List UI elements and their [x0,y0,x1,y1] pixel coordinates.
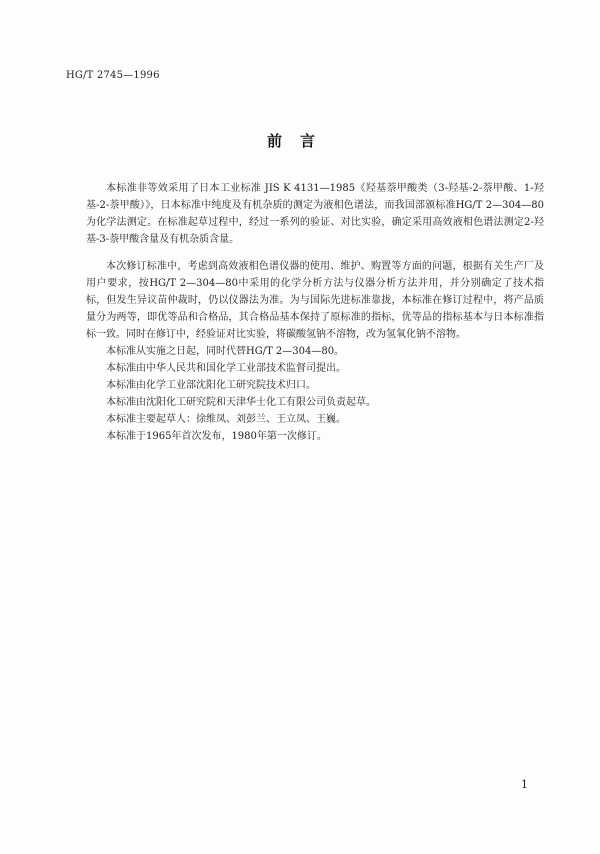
paragraph-proposed-by: 本标准由中华人民共和国化学工业部技术监督司提出。 [106,363,346,374]
paragraph-replaces: 本标准从实施之日起，同时代替HG/T 2—304—80。 [106,346,345,357]
paragraph-drafters: 本标准主要起草人：徐维凤、刘彭兰、王立凤、王巍。 [106,414,346,425]
standard-code: HG/T 2745—1996 [66,70,160,81]
paragraph-centralized-by: 本标准由化学工业部沈阳化工研究院技术归口。 [106,380,316,391]
paragraph-adoption: 本标准非等效采用了日本工业标准 JIS K 4131—1985《羟基萘甲酸类（3-羟基-2-萘甲酸、1-羟基-2-萘甲酸）》，日本标准中纯度及有机杂质的测定为液相色谱法，而我国部颁标准HG/T 2—304—80为化学法测定。在标准起草过程中，经过一系列的验证、对比实验，确定采用高效液相色谱法测定2-羟基-3-萘甲酸含量及有机杂质含量。 [86,183,544,245]
page-number: 1 [521,778,528,791]
paragraph-drafted-by: 本标准由沈阳化工研究院和天津华士化工有限公司负责起草。 [106,397,376,408]
paragraph-revision: 本次修订标准中，考虑到高效液相色谱仪器的使用、维护、购置等方面的问题，根据有关生产厂及用户要求，按HG/T 2—304—80中采用的化学分析方法与仪器分析方法并用，并分别确定了技术指标，但发生异议苗仲裁时，仍以仪器法为准。为与国际先进标准靠拢，本标准在修订过程中，将产品质量分为两等，即优等品和合格品，其合格品基本保持了原标准的指标，优等品的指标基本与日本标准指标一致。同时在修订中，经验证对比实验，将碳酸氢钠不溶物，改为氢氧化钠不溶物。 [86,261,544,340]
paragraph-history: 本标准于1965年首次发布，1980年第一次修订。 [106,431,327,442]
foreword-body [86,180,544,445]
page-title: 前言 [266,132,333,150]
